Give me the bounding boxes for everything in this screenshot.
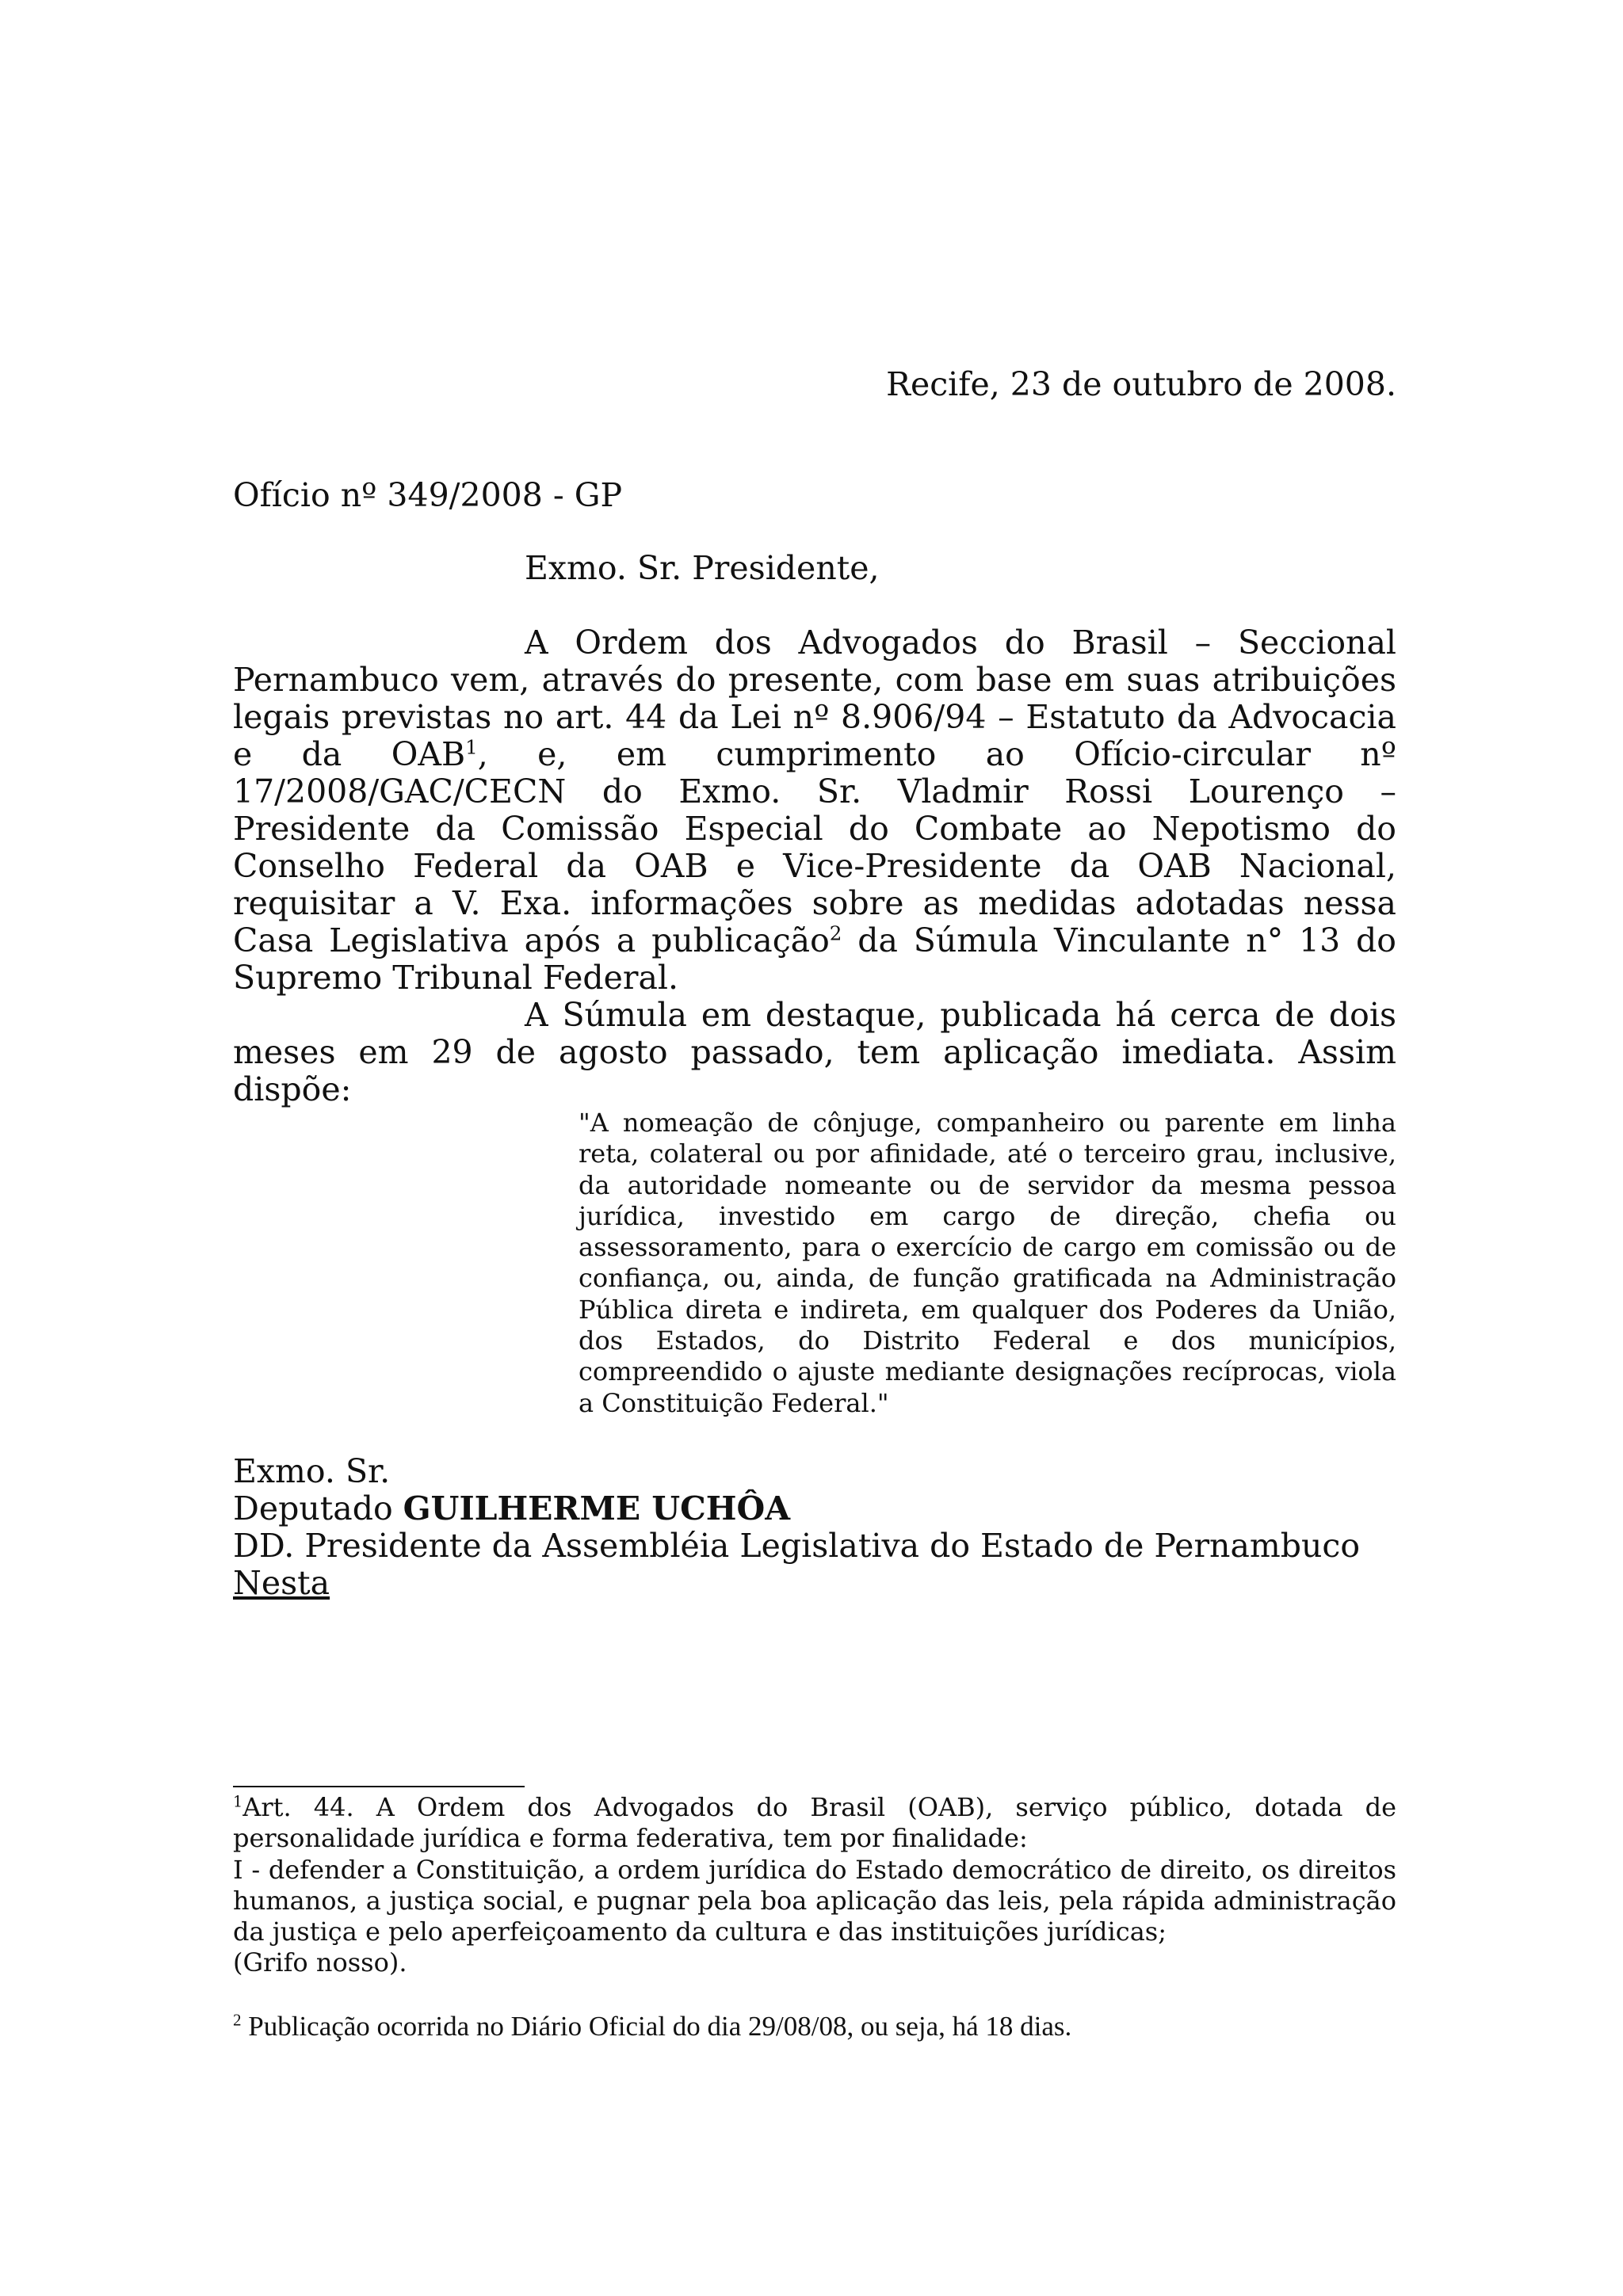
addressee-title: Deputado <box>233 1489 403 1527</box>
oficio-number: Ofício nº 349/2008 - GP <box>233 476 623 514</box>
addressee-name: GUILHERME UCHÔA <box>403 1489 791 1527</box>
footnote-2-marker: 2 <box>233 2010 242 2030</box>
addressee-line-2 <box>233 1490 1422 1527</box>
footnote-1-marker: 1 <box>233 1792 243 1811</box>
addressee-line-4 <box>233 1565 1422 1602</box>
footnote-1-note: (Grifo nosso). <box>233 1947 407 1978</box>
footnote-ref-2: 2 <box>829 921 842 945</box>
footnote-2 <box>233 2011 1396 2042</box>
footnote-ref-1: 1 <box>465 735 478 759</box>
addressee-line-1: Exmo. Sr. <box>233 1452 391 1490</box>
footnotes <box>233 1792 1396 2042</box>
salutation: Exmo. Sr. Presidente, <box>525 549 880 587</box>
para1-text-a: A Ordem dos Advogados do Brasil – Seccional Pernambuco vem, através do presente, com base em suas atribuições legais previstas no art. 44 da Lei nº 8.906/94 – Estatuto da Advocacia e da OAB <box>233 624 1396 773</box>
footnote-2-text: Publicação ocorrida no Diário Oficial do dia 29/08/08, ou seja, há 18 dias. <box>241 2010 1072 2042</box>
footnote-1 <box>233 1792 1396 1855</box>
para1-text-b: , e, em cumprimento ao Ofício-circular nº 17/2008/GAC/CECN do Exmo. Sr. Vladmir Rossi Lourenço – Presidente da Comissão Especial do Combate ao Nepotismo do Conselho Federal da OAB e Vice-Presidente da OAB Nacional, requisitar a V. Exa. informações sobre as medidas adotadas nessa Casa Legislativa após a publicação <box>233 735 1396 959</box>
para1-text-c: da Súmula Vinculante n° 13 do Supremo Tribunal Federal. <box>233 921 1396 997</box>
letter-date: Recife, 23 de outubro de 2008. <box>886 365 1396 403</box>
footnote-1-item: I - defender a Constituição, a ordem jurídica do Estado democrático de direito, os direitos humanos, a justiça social, e pugnar pela boa aplicação das leis, pela rápida administração da justiça e pelo aperfeiçoamento da cultura e das instituições jurídicas; <box>233 1854 1396 1947</box>
addressee-nesta: Nesta <box>233 1564 330 1602</box>
addressee-line-3: DD. Presidente da Assembléia Legislativa do Estado de Pernambuco <box>233 1527 1361 1565</box>
body-paragraph-1 <box>233 624 1396 997</box>
footnote-1-art: Art. 44. A Ordem dos Advogados do Brasil (OAB), serviço público, dotada de personalidade jurídica e forma federativa, tem por finalidade: <box>233 1792 1396 1854</box>
body-paragraph-2: A Súmula em destaque, publicada há cerca de dois meses em 29 de agosto passado, tem aplicação imediata. Assim dispõe: <box>233 996 1396 1108</box>
footnote-separator <box>233 1786 525 1787</box>
sumula-quote: "A nomeação de cônjuge, companheiro ou parente em linha reta, colateral ou por afinidade, até o terceiro grau, inclusive, da autoridade nomeante ou de servidor da mesma pessoa jurídica, investido em cargo de direção, chefia ou assessoramento, para o exercício de cargo em comissão ou de confiança, ou, ainda, de função gratificada na Administração Pública direta e indireta, em qualquer dos Poderes da União, dos Estados, do Distrito Federal e dos municípios, compreendido o ajuste mediante designações recíprocas, viola a Constituição Federal." <box>579 1108 1396 1418</box>
addressee-block <box>233 1453 1422 1602</box>
